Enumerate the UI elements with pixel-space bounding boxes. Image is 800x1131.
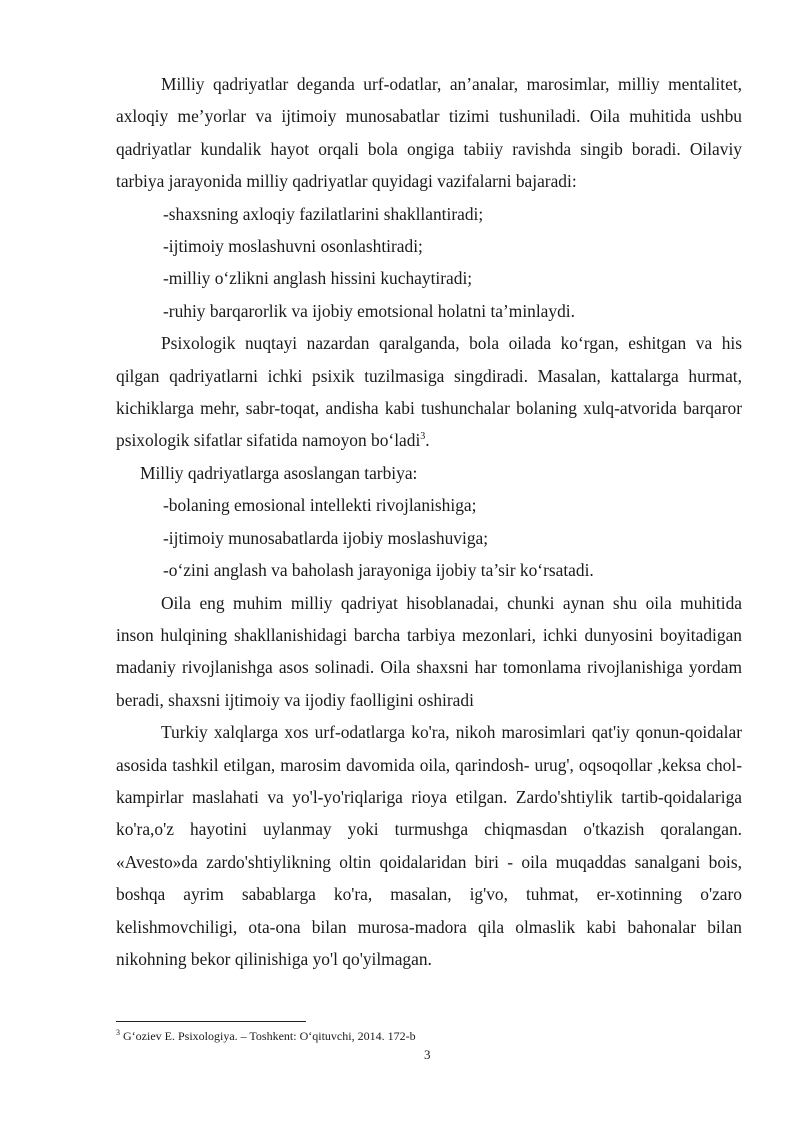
paragraph-3: Milliy qadriyatlarga asoslangan tarbiya: — [140, 462, 418, 483]
list-effects — [116, 489, 742, 586]
footnote — [116, 1029, 416, 1043]
list-item: -bolaning emosional intellekti rivojlanishiga; — [163, 495, 477, 516]
paragraph-1: Milliy qadriyatlar deganda urf-odatlar, an’analar, marosimlar, milliy mentalitet, axloqiy me’yorlar va ijtimoiy munosabatlar tizimi tushuniladi. Oila muhitida ushbu qadriyatlar kundalik hayot orqali bola ongiga tabiiy ravishda singib boradi. Oilaviy tarbiya jarayonida milliy qadriyatlar quyidagi vazifalarni bajaradi: — [116, 74, 742, 192]
paragraph-4: Oila eng muhim milliy qadriyat hisoblanadai, chunki aynan shu oila muhitida inson hulqining shakllanishidagi barcha tarbiya mezonlari, ichki dunyosini boyitadigan madaniy rivojlanishga asos solinadi. Oila shaxsni har tomonlama rivojlanishiga yordam beradi, shaxsni ijtimoiy va ijodiy faolligini oshiradi — [116, 592, 742, 710]
list-functions — [116, 198, 742, 328]
paragraph-5: Turkiy xalqlarga xos urf-odatlarga ko'ra, nikoh marosimlari qat'iy qonun-qoidalar asosida tashkil etilgan, marosim davomida oila, qarindosh- urug', oqsoqollar ,keksa chol-kampirlar maslahati va yo'l-yo'riqlariga rioya etilgan. Zardo'shtiylik tartib-qoidalariga ko'ra,o'z hayotini uylanmay yoki turmushga chiqmasdan o'tkazish qoralangan. «Avesto»da zardo'shtiylikning oltin qoidalaridan biri - oila muqaddas sanalgani bois, boshqa ayrim sabablarga ko'ra, masalan, ig'vo, tuhmat, er-xotinning o'zaro kelishmovchiligi, ota-ona bilan murosa-madora qila olmaslik kabi bahonalar bilan nikohning bekor qilinishiga yo'l qo'yilmagan. — [116, 722, 742, 969]
footnote-text: G‘oziev E. Psixologiya. – Toshkent: O‘qituvchi, 2014. 172-b — [120, 1029, 416, 1043]
list-item: -o‘zini anglash va baholash jarayoniga ijobiy ta’sir ko‘rsatadi. — [163, 560, 594, 581]
list-item: -ijtimoiy moslashuvni osonlashtiradi; — [163, 236, 423, 257]
paragraph-2-end: . — [425, 430, 430, 451]
paragraph-2-text: Psixologik nuqtayi nazardan qaralganda, bola oilada ko‘rgan, eshitgan va his qilgan qadriyatlarni ichki psixik tuzilmasiga singdiradi. Masalan, kattalarga hurmat, kichiklarga mehr, sabr-toqat, andisha kabi tushunchalar bolaning xulq-atvorida barqaror psixologik sifatlar sifatida namoyon bo‘ladi — [116, 333, 742, 451]
footnote-marker: 3 — [116, 1028, 120, 1037]
list-item: -ruhiy barqarorlik va ijobiy emotsional holatni ta’minlaydi. — [163, 300, 575, 321]
list-item: -milliy o‘zlikni anglash hissini kuchaytiradi; — [163, 268, 473, 289]
footnote-separator — [116, 1021, 306, 1022]
footnote-reference[interactable]: 3 — [420, 431, 426, 443]
list-item: -ijtimoiy munosabatlarda ijobiy moslashuviga; — [163, 527, 489, 548]
list-item: -shaxsning axloqiy fazilatlarini shakllantiradi; — [163, 203, 484, 224]
document-body — [116, 68, 742, 975]
page-number: 3 — [424, 1047, 431, 1062]
paragraph-2 — [116, 327, 742, 457]
